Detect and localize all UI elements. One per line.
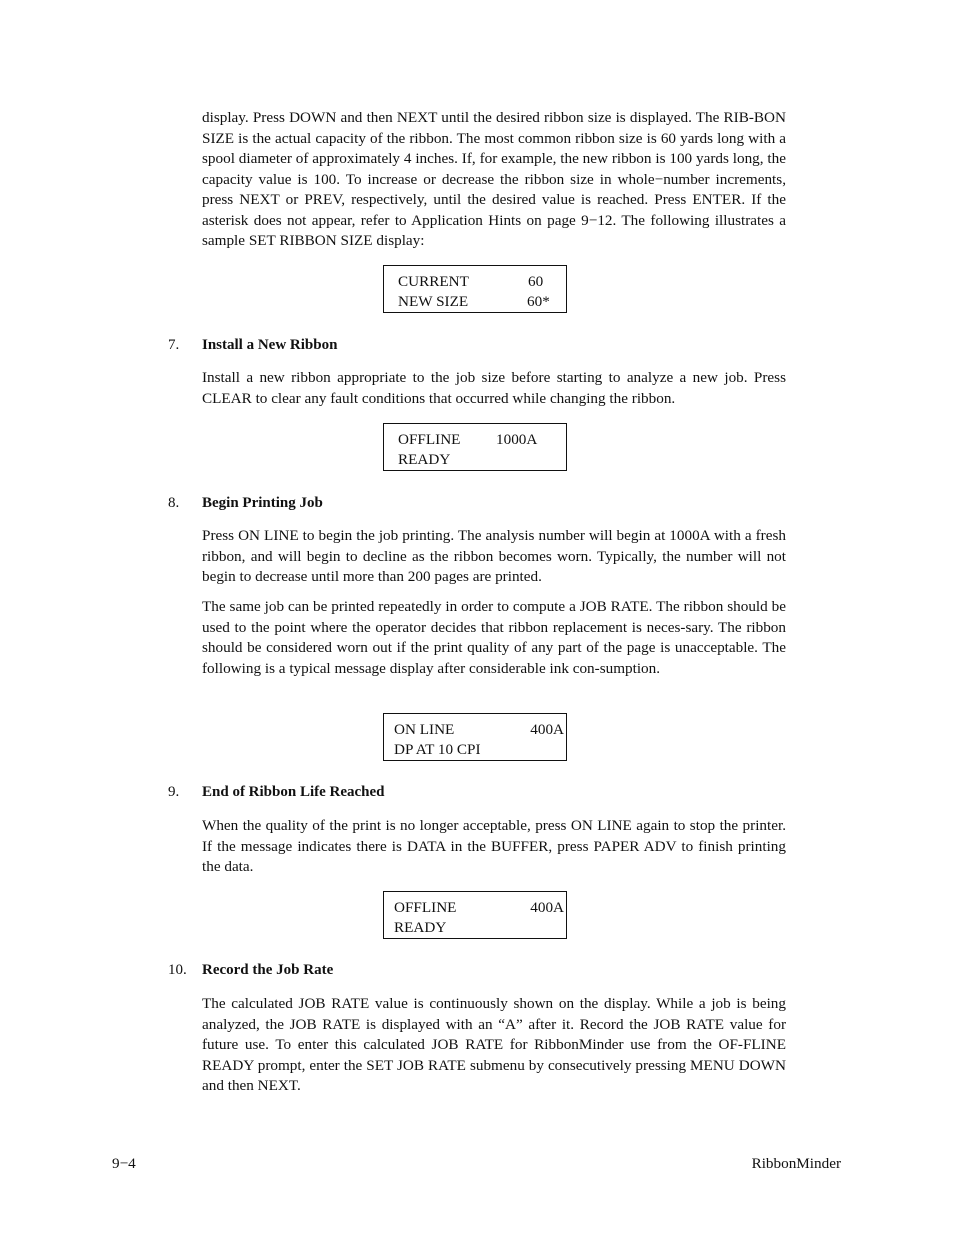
step-title: Install a New Ribbon [202,337,338,353]
step-8-body-1 [202,526,786,588]
display-value: 400A [530,899,564,916]
step-title: Record the Job Rate [202,962,334,978]
step-8-text-1: Press ON LINE to begin the job printing. The analysis number will begin at 1000A with a fresh ribbon, and will begin to decline as the ribbon becomes worn. Typically, the number will not begin to decrease until more than 200 pages are printed. [202,527,786,585]
step-title: Begin Printing Job [202,495,323,511]
step-number: 8. [168,495,180,511]
display-label: CURRENT [398,273,469,290]
display-line-1 [384,898,566,918]
step-7-heading [168,335,788,355]
footer-page-number: 9−4 [112,1155,136,1172]
display-value: 1000A [496,431,538,448]
step-8-text-2: The same job can be printed repeatedly in order to compute a JOB RATE. The ribbon should be used to the point where the operator decides that ribbon replacement is neces-sary. The ribbon should be considered worn out if the print quality of any part of the page is unacceptable. The following is a typical message display after considerable ink con-sumption. [202,598,786,677]
display-value: 60* [527,293,550,310]
display-value: 400A [530,721,564,738]
display-label: READY [398,451,451,468]
display-label: OFFLINE [394,899,457,916]
intro-paragraph: display. Press DOWN and then NEXT until the desired ribbon size is displayed. The RIB-BON SIZE is the actual capacity of the ribbon. The most common ribbon size is 60 yards long with a spool diameter of approximately 4 inches. If, for example, the new ribbon is 100 yards long, the capacity value is 100. To increase or decrease the ribbon size in whole−number increments, press NEXT or PREV, respectively, until the desired value is reached. Press ENTER. If the asterisk does not appear, refer to Application Hints on page 9−12. The following illustrates a sample SET RIBBON SIZE display: [202,109,786,249]
step-10-body [202,994,786,1097]
intro-block [202,108,786,252]
step-8-heading [168,493,788,513]
display-label: NEW SIZE [398,293,469,310]
display-line-1 [384,720,566,740]
display-line-1 [384,430,566,450]
step-7-body [202,368,786,409]
step-8-body-2 [202,597,786,679]
display-online-400a [383,713,567,761]
step-9-heading [168,782,788,802]
step-7-text: Install a new ribbon appropriate to the job size before starting to analyze a new job. Press CLEAR to clear any fault conditions that occurred while changing the ribbon. [202,369,786,407]
display-line-2 [384,450,566,470]
display-label: ON LINE [394,721,455,738]
display-line-2 [384,740,566,760]
step-number: 9. [168,784,180,800]
display-line-2 [384,918,566,938]
display-label: DP AT 10 CPI [394,741,481,758]
display-ribbon-size [383,265,567,313]
step-9-body [202,816,786,878]
display-offline-1000a [383,423,567,471]
step-title: End of Ribbon Life Reached [202,784,385,800]
step-10-heading [168,960,788,980]
display-label: OFFLINE [398,431,461,448]
step-number: 10. [168,962,187,978]
display-line-1 [384,272,566,292]
footer-section-title: RibbonMinder [751,1155,841,1172]
step-number: 7. [168,337,180,353]
step-10-text: The calculated JOB RATE value is continuously shown on the display. While a job is being analyzed, the JOB RATE is displayed with an “A” after it. Record the JOB RATE value for future use. To enter this calculated JOB RATE for RibbonMinder use from the OF-FLINE READY prompt, enter the SET JOB RATE submenu by consecutively pressing MENU DOWN and then NEXT. [202,995,786,1094]
display-line-2 [384,292,566,312]
display-label: READY [394,919,447,936]
step-9-text: When the quality of the print is no longer acceptable, press ON LINE again to stop the printer. If the message indicates there is DATA in the BUFFER, press PAPER ADV to finish printing the data. [202,817,786,875]
display-offline-400a [383,891,567,939]
display-value: 60 [528,273,544,290]
